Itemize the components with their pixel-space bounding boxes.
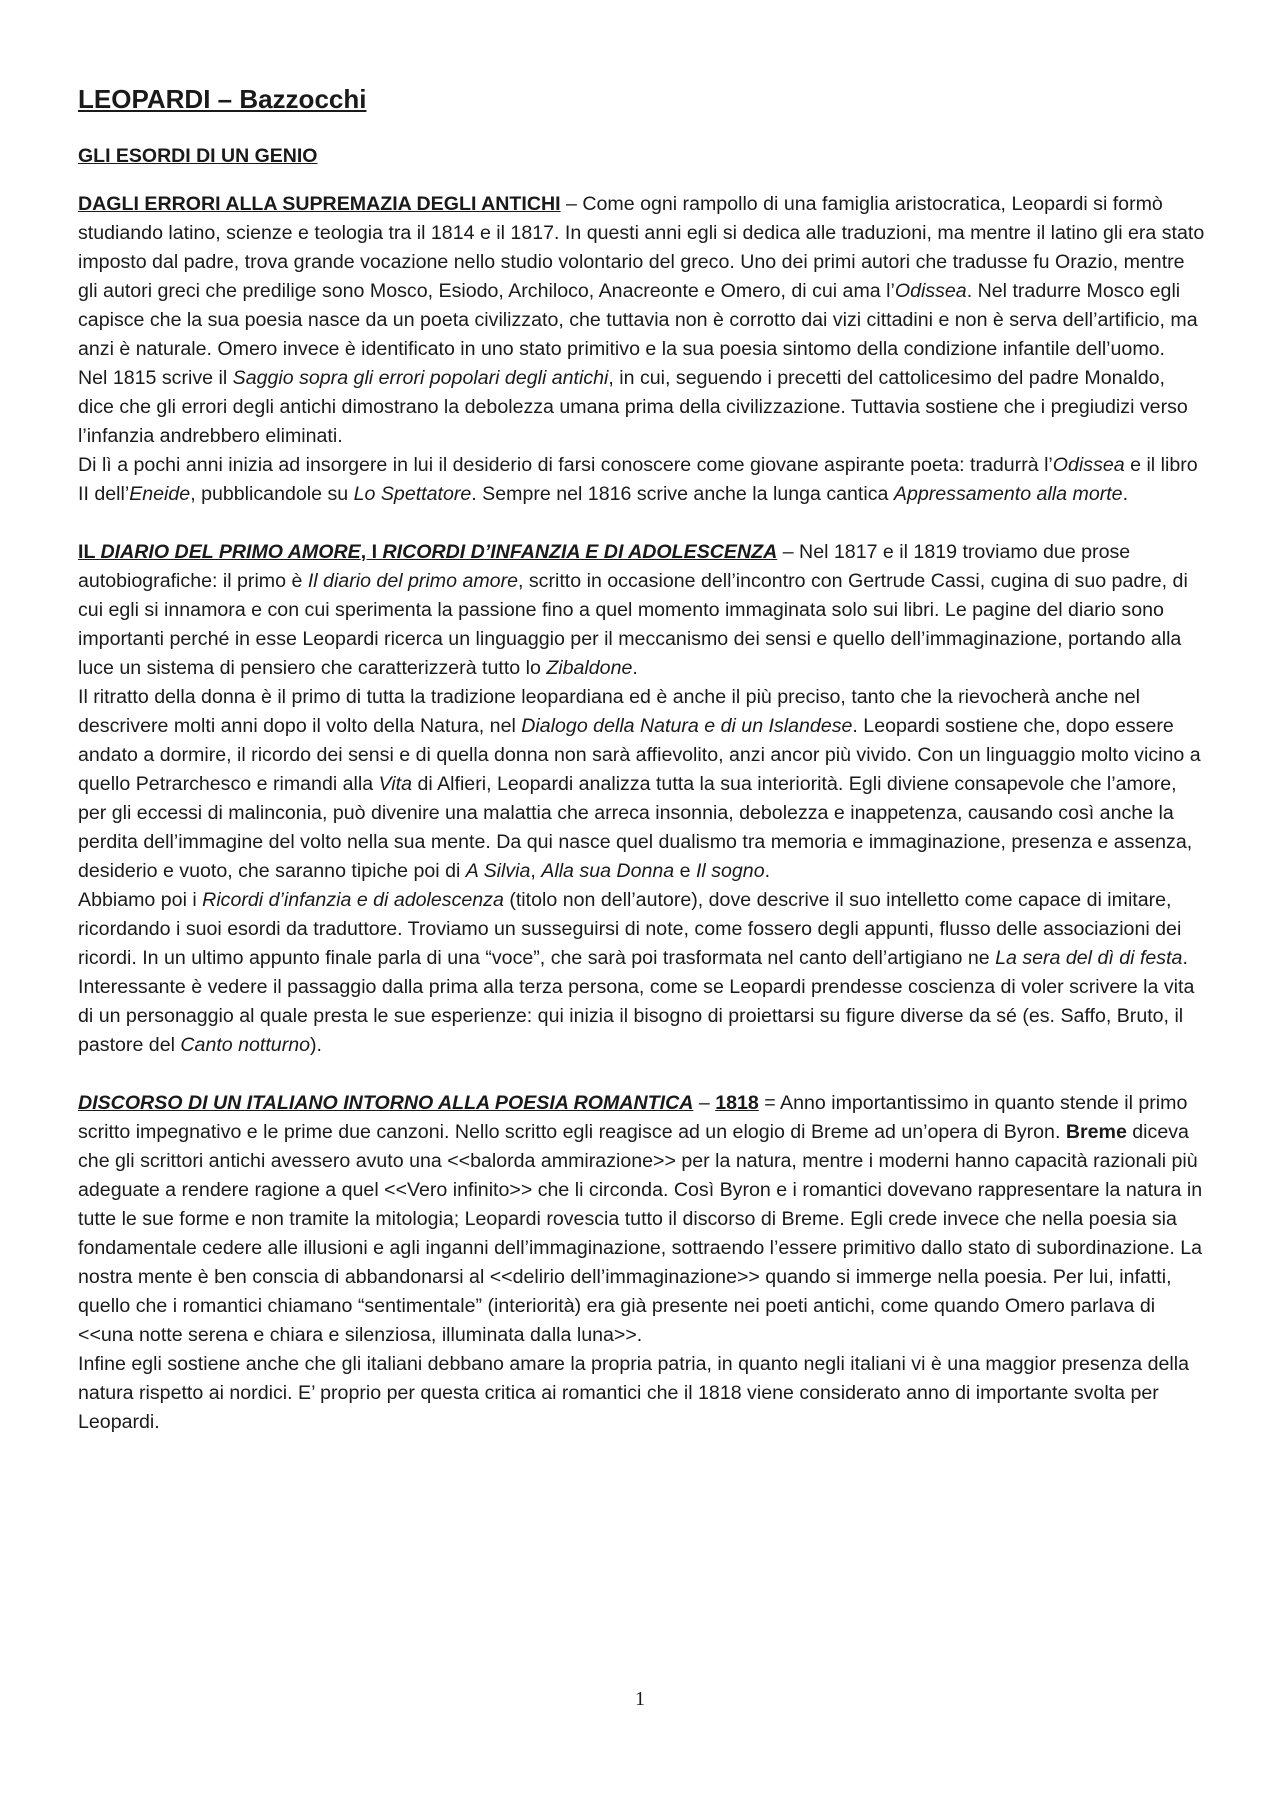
text-span: . Sempre nel 1816 scrive anche la lunga cantica [471, 483, 894, 505]
text-span: e [674, 860, 696, 882]
text-span: , [530, 860, 542, 882]
italic-title: A Silvia [465, 860, 531, 882]
paragraph-errori-antichi [78, 190, 1206, 364]
text-span: di Alfieri, Leopardi analizza tutta la sua interiorità. Egli diviene consapevole che l’amore, per gli eccessi di malinconia, può divenire una malattia che arreca insonnia, debolezza e inappetenza, causando così anche la perdita dell’immagine del volto nella sua mente. Da qui nasce quel dualismo tra memoria e immaginazione, presenza e assenza, desiderio e vuoto, che saranno tipiche poi di [78, 773, 1193, 882]
italic-title: Odissea [894, 280, 967, 302]
paragraph-diario [78, 538, 1206, 683]
italic-title: Eneide [129, 483, 191, 505]
text-span: Infine egli sostiene anche che gli italiani debbano amare la propria patria, in quanto negli italiani vi è una maggior presenza della natura rispetto ai nordici. E’ proprio per questa critica ai romantici che il 1818 viene considerato anno di importante svolta per Leopardi. [78, 1353, 1190, 1433]
paragraph-conclusione [78, 1350, 1206, 1437]
paragraph-heading [78, 1092, 693, 1114]
italic-title: Appressamento alla morte [893, 483, 1123, 505]
text-span: – Nel 1817 e il 1819 troviamo due prose autobiografiche: il primo è [78, 541, 1131, 592]
italic-title: Saggio sopra gli errori popolari degli antichi [232, 367, 609, 389]
italic-title: Lo Spettatore [353, 483, 472, 505]
text-span: Il ritratto della donna è il primo di tutta la tradizione leopardiana ed è anche il più preciso, tanto che la rievocherà anche nel descrivere molti anni dopo il volto della Natura, nel [78, 686, 1140, 737]
document-body [78, 82, 1206, 1437]
document-title: LEOPARDI – Bazzocchi [78, 84, 367, 114]
text-span: e il libro II dell’ [78, 454, 1198, 505]
text-span: (titolo non dell’autore), dove descrive il suo intelletto come capace di imitare, ricordando i suoi esordi da traduttore. Troviamo un susseguirsi di note, come fossero degli appunti, flusso delle associazioni dei ricordi. In un ultimo appunto finale parla di una “voce”, che sarà poi trasformata nel canto dell’artigiano ne [78, 889, 1182, 969]
text-span: – [693, 1092, 716, 1114]
paragraph-heading: DAGLI ERRORI ALLA SUPREMAZIA DEGLI ANTICHI [78, 193, 561, 215]
text-span: . [1122, 483, 1129, 505]
text-span: . Interessante è vedere il passaggio dalla prima alla terza persona, come se Leopardi prendesse coscienza di voler scrivere la vita di un personaggio al quale presta le sue esperienze: qui inizia il bisogno di proiettarsi su figure diverse da sé (es. Saffo, Bruto, il pastore del [78, 947, 1195, 1056]
italic-title: Ricordi d’infanzia e di adolescenza [202, 889, 504, 911]
heading-italic: DIARIO DEL PRIMO AMORE [100, 541, 361, 563]
italic-title: La sera del dì di festa [995, 947, 1183, 969]
year-heading: 1818 [715, 1092, 759, 1114]
bold-name: Breme [1065, 1121, 1127, 1143]
text-span: = Anno importantissimo in quanto stende il primo scritto impegnativo e le prime due canzoni. Nello scritto egli reagisce ad un elogio di Breme ad un’opera di Byron. [78, 1092, 1188, 1143]
paragraph-ritratto-donna [78, 683, 1206, 886]
text-span: Di lì a pochi anni inizia ad insorgere in lui il desiderio di farsi conoscere come giovane aspirante poeta: tradurrà l’ [78, 454, 1053, 476]
paragraph-saggio [78, 364, 1206, 451]
text-span: , scritto in occasione dell’incontro con Gertrude Cassi, cugina di suo padre, di cui egli si innamora e con cui sperimenta la passione fino a quel momento immaginata solo sui libri. Le pagine del diario sono importanti perché in esse Leopardi ricerca un linguaggio per il meccanismo dei sensi e quello dell’immaginazione, portando alla luce un sistema di pensiero che caratterizzerà tutto lo [78, 570, 1188, 679]
text-span: , pubblicandole su [190, 483, 354, 505]
italic-title: Dialogo della Natura e di un Islandese [521, 715, 853, 737]
text-span: ). [310, 1034, 322, 1056]
italic-title: Canto notturno [180, 1034, 311, 1056]
paragraph-aspirante-poeta [78, 451, 1206, 509]
italic-title: Odissea [1052, 454, 1125, 476]
heading-part: IL [78, 541, 101, 563]
italic-title: Il sogno [695, 860, 765, 882]
section-title: GLI ESORDI DI UN GENIO [78, 145, 318, 167]
text-span: . Nel tradurre Mosco egli capisce che la sua poesia nasce da un poeta civilizzato, che tuttavia non è corrotto dai vizi cittadini e non è serva dell’artificio, ma anzi è naturale. Omero invece è identificato in uno stato primitivo e la sua poesia sintomo della condizione infantile dell’uomo. [78, 280, 1198, 360]
text-span: diceva che gli scrittori antichi avessero avuto una <<balorda ammirazione>> per la natura, mentre i moderni hanno capacità razionali più adeguate a rendere ragione a quel <<Vero infinito>> che li circonda. Così Byron e i romantici dovevano rappresentare la natura in tutte le sue forme e non tramite la mitologia; Leopardi rovescia tutto il discorso di Breme. Egli crede invece che nella poesia sia fondamentale cedere alle illusioni e agli inganni dell’immaginazione, sottraendo l’essere primitivo dallo stato di subordinazione. La nostra mente è ben conscia di abbandonarsi al <<delirio dell’immaginazione>> quando si immerge nella poesia. Per lui, infatti, quello che i romantici chiamano “sentimentale” (interiorità) era già presente nei poeti antichi, come quando Omero parlava di <<una notte serena e chiara e silenziosa, illuminata dalla luna>>. [78, 1121, 1203, 1346]
text-span: , in cui, seguendo i precetti del cattolicesimo del padre Monaldo, dice che gli errori degli antichi dimostrano la debolezza umana prima della civilizzazione. Tuttavia sostiene che i pregiudizi verso l’infanzia andrebbero eliminati. [78, 367, 1188, 447]
paragraph-ricordi [78, 886, 1206, 1060]
paragraph-heading [78, 541, 777, 563]
text-span: Abbiamo poi i [78, 889, 203, 911]
text-span: . [764, 860, 771, 882]
text-span: Nel 1815 scrive il [78, 367, 233, 389]
italic-title: Alla sua Donna [541, 860, 675, 882]
text-span: . Leopardi sostiene che, dopo essere andato a dormire, il ricordo dei sensi e di quella donna non sarà affievolito, anzi ancor più vivido. Con un linguaggio molto vicino a quello Petrarchesco e rimandi alla [78, 715, 1201, 795]
heading-italic: RICORDI D’INFANZIA E DI ADOLESCENZA [382, 541, 778, 563]
text-span: . [632, 657, 638, 679]
heading-part: , I [360, 541, 383, 563]
paragraph-discorso [78, 1089, 1206, 1350]
italic-title: Zibaldone [546, 657, 633, 679]
text-span: – Come ogni rampollo di una famiglia aristocratica, Leopardi si formò studiando latino, scienze e teologia tra il 1814 e il 1817. In questi anni egli si dedica alle traduzioni, ma mentre il latino gli era stato imposto dal padre, trova grande vocazione nello studio volontario del greco. Uno dei primi autori che tradusse fu Orazio, mentre gli autori greci che predilige sono Mosco, Esiodo, Archiloco, Anacreonte e Omero, di cui ama l’ [78, 193, 1205, 302]
italic-title: Vita [378, 773, 413, 795]
italic-title: Il diario del primo amore [307, 570, 518, 592]
heading-italic: DISCORSO DI UN ITALIANO INTORNO ALLA POESIA ROMANTICA [78, 1092, 694, 1114]
page-number: 1 [635, 1688, 645, 1710]
